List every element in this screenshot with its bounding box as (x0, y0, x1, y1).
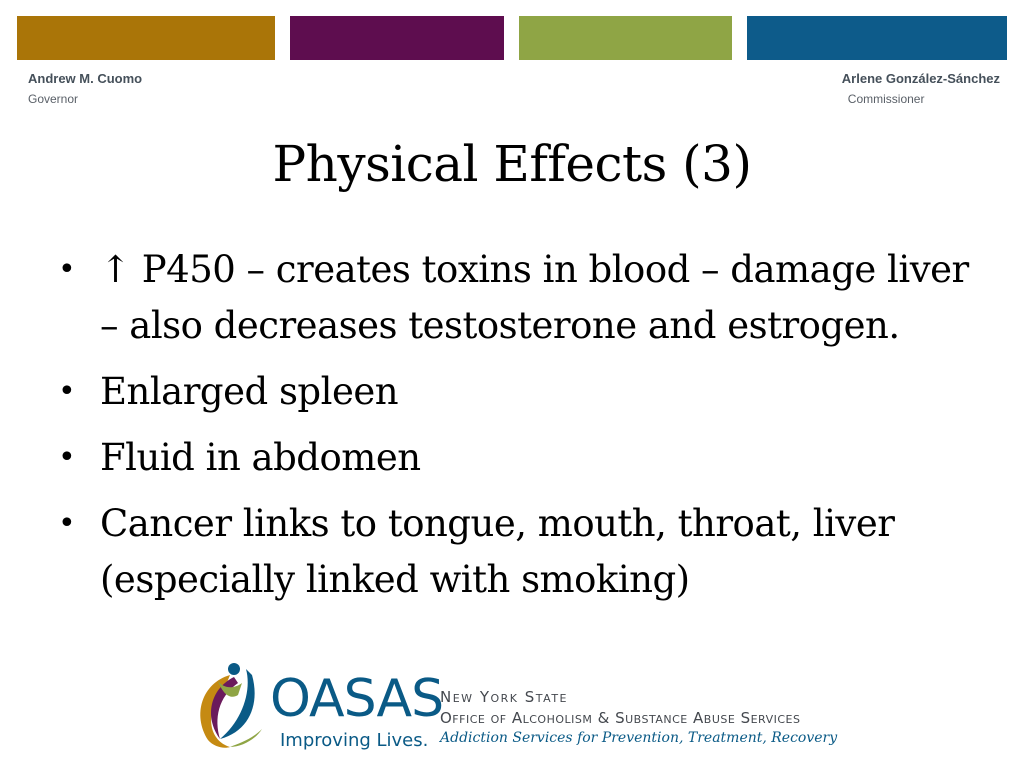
color-bar-gold (17, 16, 275, 60)
oasas-figure-icon (190, 655, 268, 750)
commissioner-block (842, 71, 1000, 106)
agency-office: Office of Alcoholism & Substance Abuse Services (440, 709, 801, 727)
oasas-logo (190, 655, 880, 755)
commissioner-name: Arlene González-Sánchez (841, 71, 1000, 86)
bullet-text: ↑ P450 – creates toxins in blood – damage liver – also decreases testosterone and estrogen. (100, 248, 969, 347)
color-bar-purple (290, 16, 504, 60)
bullet-item (58, 430, 978, 486)
bullet-text: Fluid in abdomen (100, 436, 421, 479)
governor-block (28, 71, 142, 106)
color-bar-green (519, 16, 732, 60)
oasas-wordmark: OASAS (270, 669, 444, 729)
bullet-text: Enlarged spleen (100, 370, 399, 413)
bullet-marker: • (58, 506, 76, 541)
commissioner-title: Commissioner (847, 92, 925, 106)
bullet-marker: • (58, 374, 76, 409)
bullet-item (58, 496, 978, 608)
bullet-list (58, 242, 978, 618)
slide-title: Physical Effects (3) (272, 135, 752, 193)
bullet-marker: • (58, 252, 76, 287)
bullet-item (58, 364, 978, 420)
oasas-tagline: Improving Lives. (280, 730, 429, 751)
bullet-item (58, 242, 978, 354)
governor-title: Governor (28, 92, 79, 106)
color-bar-blue (747, 16, 1007, 60)
agency-name-block (440, 688, 837, 746)
bullet-text: Cancer links to tongue, mouth, throat, liver (especially linked with smoking) (100, 502, 895, 601)
agency-state: New York State (440, 688, 568, 706)
agency-slogan: Addiction Services for Prevention, Treatment, Recovery (440, 730, 838, 746)
governor-name: Andrew M. Cuomo (28, 71, 143, 86)
bullet-marker: • (58, 440, 76, 475)
